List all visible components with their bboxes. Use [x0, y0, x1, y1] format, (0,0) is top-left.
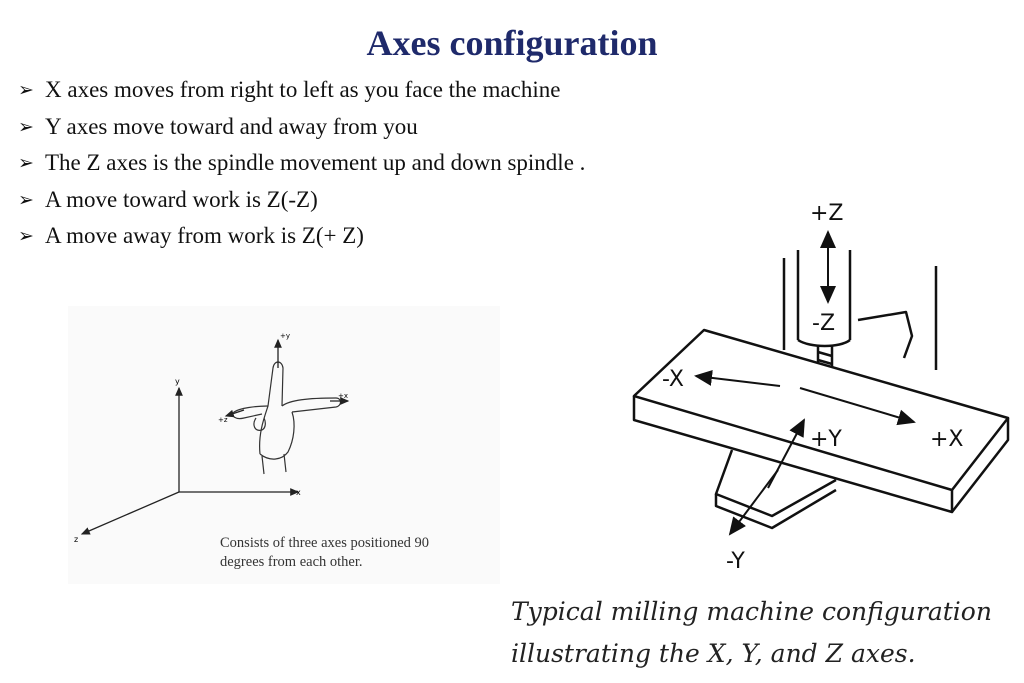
bullet-text: X axes moves from right to left as you face the machine: [45, 77, 561, 102]
minus-z-label: -Z: [812, 311, 836, 336]
left-caption-line: Consists of three axes positioned 90: [220, 535, 430, 551]
milling-machine-figure: [600, 190, 1024, 590]
minus-y-label: -Y: [726, 549, 745, 574]
y-axis-label: y: [175, 377, 180, 386]
x-axis-label: x: [296, 488, 301, 497]
arrowhead-bullet-icon: ➢: [18, 79, 34, 101]
three-axes-figure: [68, 306, 500, 584]
z-axis-label: z: [74, 535, 79, 544]
spindle-housing: [798, 340, 850, 346]
bullet-item: [18, 109, 585, 146]
arrowhead-bullet-icon: ➢: [18, 188, 34, 211]
plus-y-label: +Y: [810, 427, 842, 452]
left-figure-caption: [220, 534, 490, 572]
milling-machine-diagram: [600, 190, 1024, 590]
bullet-text: A move away from work is Z(+ Z): [45, 223, 364, 248]
plus-x-label: +X: [930, 427, 964, 452]
saddle-block: [858, 312, 912, 358]
lower-saddle: [716, 490, 836, 528]
right-caption-line: Typical milling machine configuration: [511, 597, 992, 626]
z-axis-line: [82, 492, 179, 534]
bullet-item: [18, 182, 585, 219]
hand-icon: [233, 362, 341, 474]
milling-figure-caption: [511, 591, 992, 675]
arrowhead-bullet-icon: ➢: [18, 115, 34, 138]
hand-y-label: +y: [280, 332, 291, 340]
left-caption-line: degrees from each other.: [220, 554, 363, 570]
right-caption-line: illustrating the X, Y, and Z axes.: [511, 639, 916, 668]
arrowhead-bullet-icon: ➢: [18, 225, 34, 247]
bullet-text: A move toward work is Z(-Z): [45, 186, 318, 212]
bullet-text: Y axes move toward and away from you: [45, 113, 418, 139]
minus-x-label: -X: [662, 367, 684, 392]
bullet-item: [18, 145, 585, 182]
bullet-list: [18, 72, 585, 255]
bullet-item: [18, 72, 585, 109]
plus-z-label: +Z: [810, 201, 844, 226]
arrowhead-bullet-icon: ➢: [18, 152, 34, 174]
hand-z-label: +z: [218, 416, 228, 424]
bullet-item: [18, 218, 585, 255]
bullet-text: The Z axes is the spindle movement up and down spindle .: [45, 150, 586, 175]
page-title: Axes configuration: [366, 23, 658, 63]
hand-x-label: +x: [338, 392, 349, 400]
